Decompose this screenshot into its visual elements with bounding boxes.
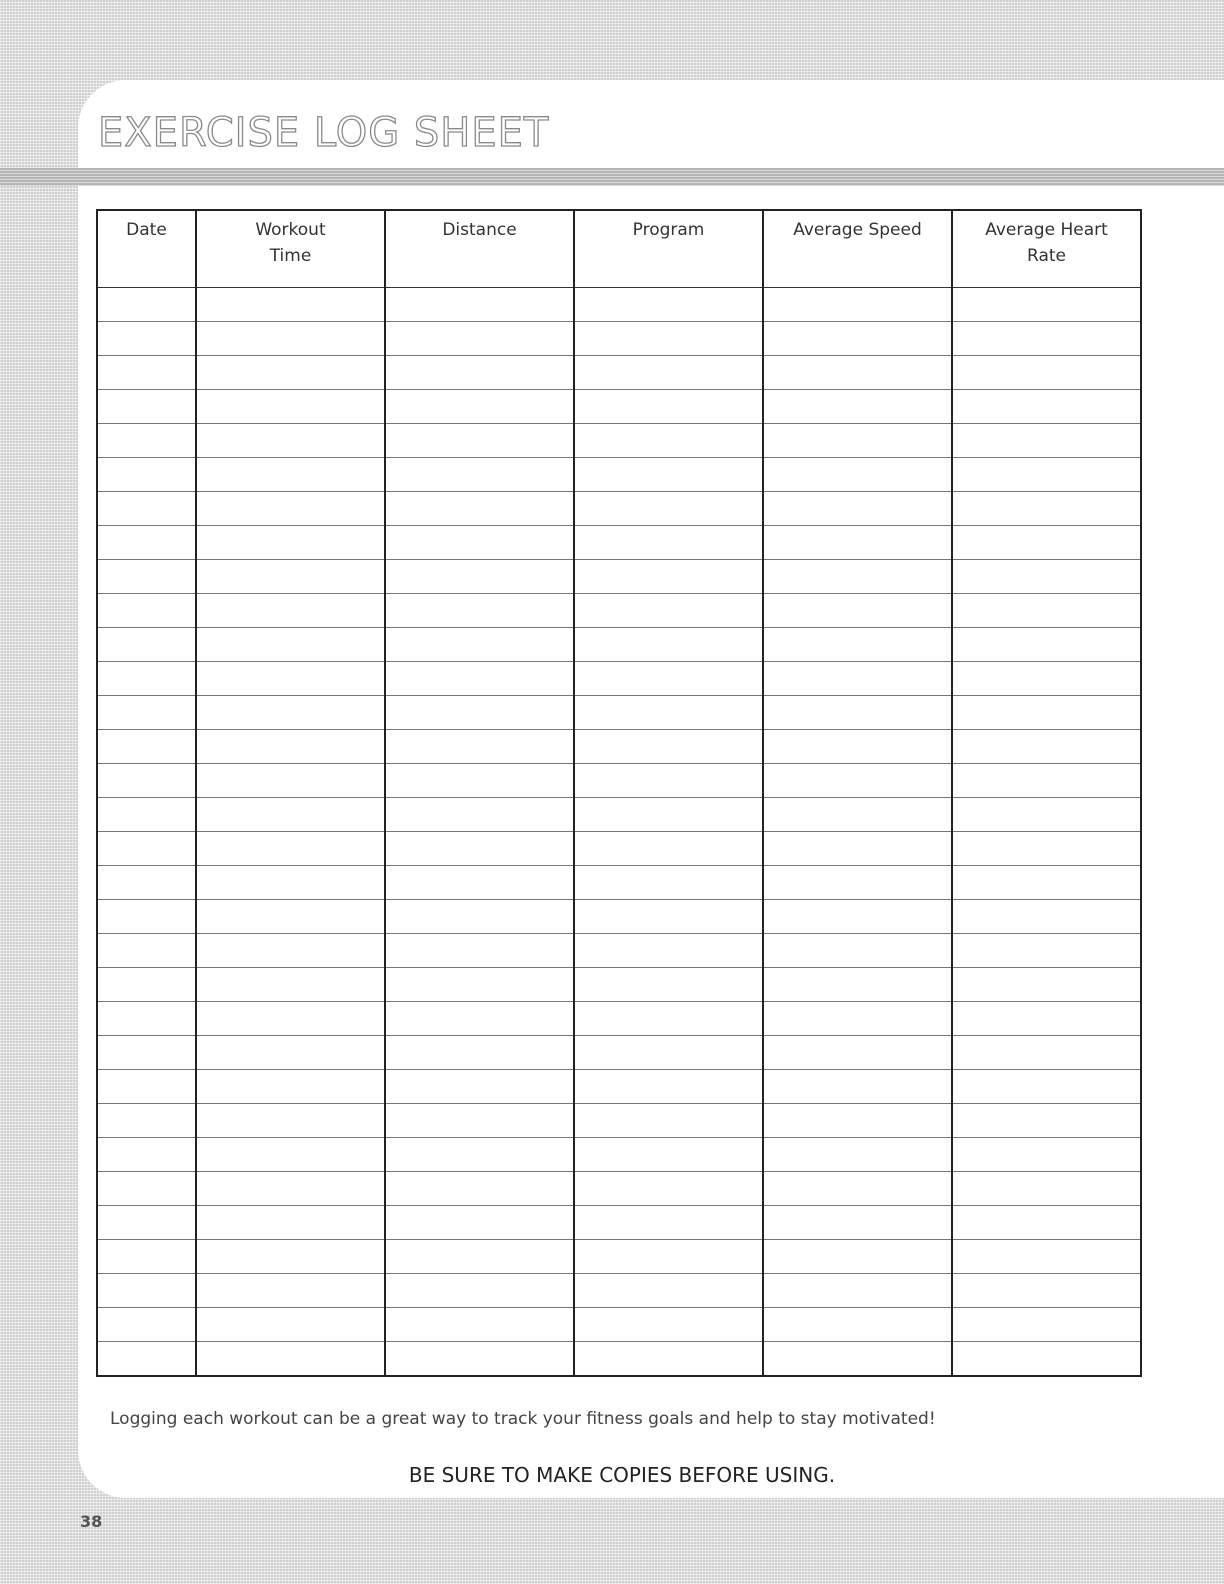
log-cell [952,628,1141,662]
log-cell [97,1240,196,1274]
log-cell [952,696,1141,730]
table-row [97,798,1141,832]
log-cell [574,662,763,696]
log-cell [385,1274,574,1308]
log-cell [385,764,574,798]
log-cell [97,730,196,764]
log-cell [196,1104,385,1138]
log-cell [196,356,385,390]
table-row [97,764,1141,798]
log-cell [574,934,763,968]
title-rule [0,168,1224,186]
log-cell [574,798,763,832]
log-cell [97,1342,196,1377]
log-cell [763,628,952,662]
log-cell [196,832,385,866]
log-cell [97,458,196,492]
log-cell [97,492,196,526]
log-cell [385,730,574,764]
log-cell [574,288,763,322]
table-row [97,662,1141,696]
log-cell [196,798,385,832]
table-row [97,424,1141,458]
log-cell [763,458,952,492]
log-cell [196,1274,385,1308]
column-header-date: Date [97,210,196,288]
log-cell [196,424,385,458]
log-cell [385,492,574,526]
log-cell [97,288,196,322]
log-cell [952,900,1141,934]
table-row [97,1104,1141,1138]
log-cell [574,696,763,730]
log-cell [385,1206,574,1240]
log-cell [196,492,385,526]
log-cell [574,1104,763,1138]
log-cell [196,1342,385,1377]
page-title: EXERCISE LOG SHEET [98,110,550,156]
table-row [97,1308,1141,1342]
log-cell [763,424,952,458]
log-cell [952,1070,1141,1104]
log-cell [574,458,763,492]
log-cell [763,1342,952,1377]
table-row [97,628,1141,662]
log-cell [574,1342,763,1377]
log-cell [574,560,763,594]
log-cell [385,594,574,628]
log-cell [385,424,574,458]
log-cell [97,798,196,832]
log-cell [763,1274,952,1308]
table-row [97,1138,1141,1172]
log-cell [763,968,952,1002]
log-cell [385,1138,574,1172]
log-cell [385,356,574,390]
log-cell [952,288,1141,322]
log-cell [952,1240,1141,1274]
log-cell [97,1308,196,1342]
log-cell [97,1206,196,1240]
log-cell [97,1002,196,1036]
log-cell [763,526,952,560]
log-cell [385,900,574,934]
table-row [97,832,1141,866]
log-cell [574,1002,763,1036]
log-cell [97,1172,196,1206]
log-cell [97,594,196,628]
log-cell [196,1240,385,1274]
log-cell [763,1172,952,1206]
log-cell [952,458,1141,492]
log-cell [574,356,763,390]
log-cell [196,1070,385,1104]
log-cell [97,1138,196,1172]
log-cell [196,968,385,1002]
table-row [97,934,1141,968]
log-cell [952,1274,1141,1308]
log-cell [385,1002,574,1036]
log-cell [952,798,1141,832]
log-cell [952,1036,1141,1070]
log-cell [574,866,763,900]
log-cell [97,1036,196,1070]
log-cell [952,662,1141,696]
log-cell [97,968,196,1002]
log-cell [574,390,763,424]
table-row [97,560,1141,594]
log-cell [952,866,1141,900]
log-cell [763,1240,952,1274]
column-header-workout-time: Workout Time [196,210,385,288]
table-row [97,730,1141,764]
log-cell [385,934,574,968]
table-row [97,1172,1141,1206]
log-cell [952,356,1141,390]
log-cell [952,1342,1141,1377]
log-cell [574,1206,763,1240]
log-cell [574,492,763,526]
log-cell [952,730,1141,764]
log-cell [952,1172,1141,1206]
log-cell [952,424,1141,458]
table-row [97,390,1141,424]
log-cell [385,288,574,322]
log-cell [385,1104,574,1138]
log-cell [763,934,952,968]
log-cell [574,1138,763,1172]
log-cell [574,968,763,1002]
log-cell [763,1104,952,1138]
log-cell [385,1308,574,1342]
log-cell [385,1342,574,1377]
log-cell [574,764,763,798]
log-cell [763,356,952,390]
log-cell [952,968,1141,1002]
log-cell [196,1138,385,1172]
column-header-average-heart-rate: Average Heart Rate [952,210,1141,288]
log-cell [196,662,385,696]
log-cell [763,560,952,594]
log-cell [97,764,196,798]
log-cell [97,1070,196,1104]
log-cell [763,322,952,356]
log-cell [574,900,763,934]
log-cell [574,1274,763,1308]
log-cell [97,356,196,390]
log-cell [952,560,1141,594]
table-row [97,696,1141,730]
log-cell [385,1070,574,1104]
log-cell [574,1036,763,1070]
log-cell [97,390,196,424]
log-cell [385,1240,574,1274]
table-row [97,322,1141,356]
log-cell [763,1036,952,1070]
log-cell [763,662,952,696]
log-cell [196,628,385,662]
table-row [97,1036,1141,1070]
exercise-log-table [96,209,1142,1377]
log-cell [763,1308,952,1342]
column-header-program: Program [574,210,763,288]
page-number: 38 [80,1512,103,1531]
table-row [97,356,1141,390]
log-cell [763,696,952,730]
log-cell [97,1104,196,1138]
log-cell [97,832,196,866]
table-row [97,492,1141,526]
log-cell [952,764,1141,798]
column-header-distance: Distance [385,210,574,288]
log-cell [385,390,574,424]
table-row [97,968,1141,1002]
log-cell [763,866,952,900]
table-row [97,526,1141,560]
log-cell [385,458,574,492]
log-cell [574,1172,763,1206]
log-cell [952,1104,1141,1138]
table-row [97,1240,1141,1274]
log-cell [385,526,574,560]
log-cell [574,730,763,764]
log-cell [763,900,952,934]
log-cell [196,594,385,628]
log-cell [196,322,385,356]
log-cell [97,934,196,968]
log-cell [385,798,574,832]
log-cell [97,696,196,730]
log-cell [763,390,952,424]
log-cell [196,934,385,968]
log-cell [574,628,763,662]
table-row [97,866,1141,900]
table-row [97,288,1141,322]
log-cell [385,832,574,866]
log-cell [385,628,574,662]
log-cell [196,730,385,764]
log-cell [196,764,385,798]
log-cell [763,1138,952,1172]
log-cell [196,390,385,424]
log-cell [97,322,196,356]
table-row [97,1002,1141,1036]
log-cell [952,526,1141,560]
log-cell [952,492,1141,526]
log-cell [97,866,196,900]
log-cell [952,1308,1141,1342]
log-cell [196,1002,385,1036]
log-cell [196,560,385,594]
log-cell [196,288,385,322]
motivation-note: Logging each workout can be a great way to track your fitness goals and help to stay motivated! [110,1409,936,1429]
log-cell [97,900,196,934]
log-cell [385,1172,574,1206]
log-cell [97,628,196,662]
log-cell [97,424,196,458]
log-cell [763,1206,952,1240]
log-cell [763,832,952,866]
log-cell [574,526,763,560]
table-header-row [97,210,1141,288]
log-cell [952,1138,1141,1172]
column-header-average-speed: Average Speed [763,210,952,288]
log-cell [196,1206,385,1240]
log-cell [196,866,385,900]
table-row [97,1342,1141,1377]
log-cell [952,1002,1141,1036]
log-cell [763,288,952,322]
log-cell [385,866,574,900]
log-cell [763,798,952,832]
log-cell [952,390,1141,424]
log-cell [763,764,952,798]
log-cell [385,322,574,356]
log-cell [763,492,952,526]
log-cell [952,1206,1141,1240]
log-cell [574,594,763,628]
log-cell [196,526,385,560]
table-row [97,594,1141,628]
log-cell [97,560,196,594]
log-cell [763,730,952,764]
log-cell [196,696,385,730]
log-cell [574,1308,763,1342]
copy-reminder: BE SURE TO MAKE COPIES BEFORE USING. [408,1463,836,1487]
log-cell [196,1308,385,1342]
log-cell [574,1070,763,1104]
table-row [97,1274,1141,1308]
table-row [97,900,1141,934]
log-cell [763,1070,952,1104]
log-cell [385,968,574,1002]
log-cell [385,696,574,730]
table-row [97,1070,1141,1104]
log-cell [952,594,1141,628]
log-cell [97,662,196,696]
log-cell [385,662,574,696]
log-cell [385,560,574,594]
table-row [97,458,1141,492]
log-cell [952,322,1141,356]
log-cell [763,1002,952,1036]
log-cell [574,1240,763,1274]
log-cell [97,1274,196,1308]
log-cell [574,424,763,458]
log-cell [385,1036,574,1070]
log-table-body [97,288,1141,1377]
log-cell [196,900,385,934]
table-row [97,1206,1141,1240]
log-cell [574,832,763,866]
log-cell [97,526,196,560]
log-cell [196,458,385,492]
log-cell [763,594,952,628]
log-cell [952,934,1141,968]
log-cell [196,1172,385,1206]
log-cell [952,832,1141,866]
log-cell [574,322,763,356]
log-cell [196,1036,385,1070]
